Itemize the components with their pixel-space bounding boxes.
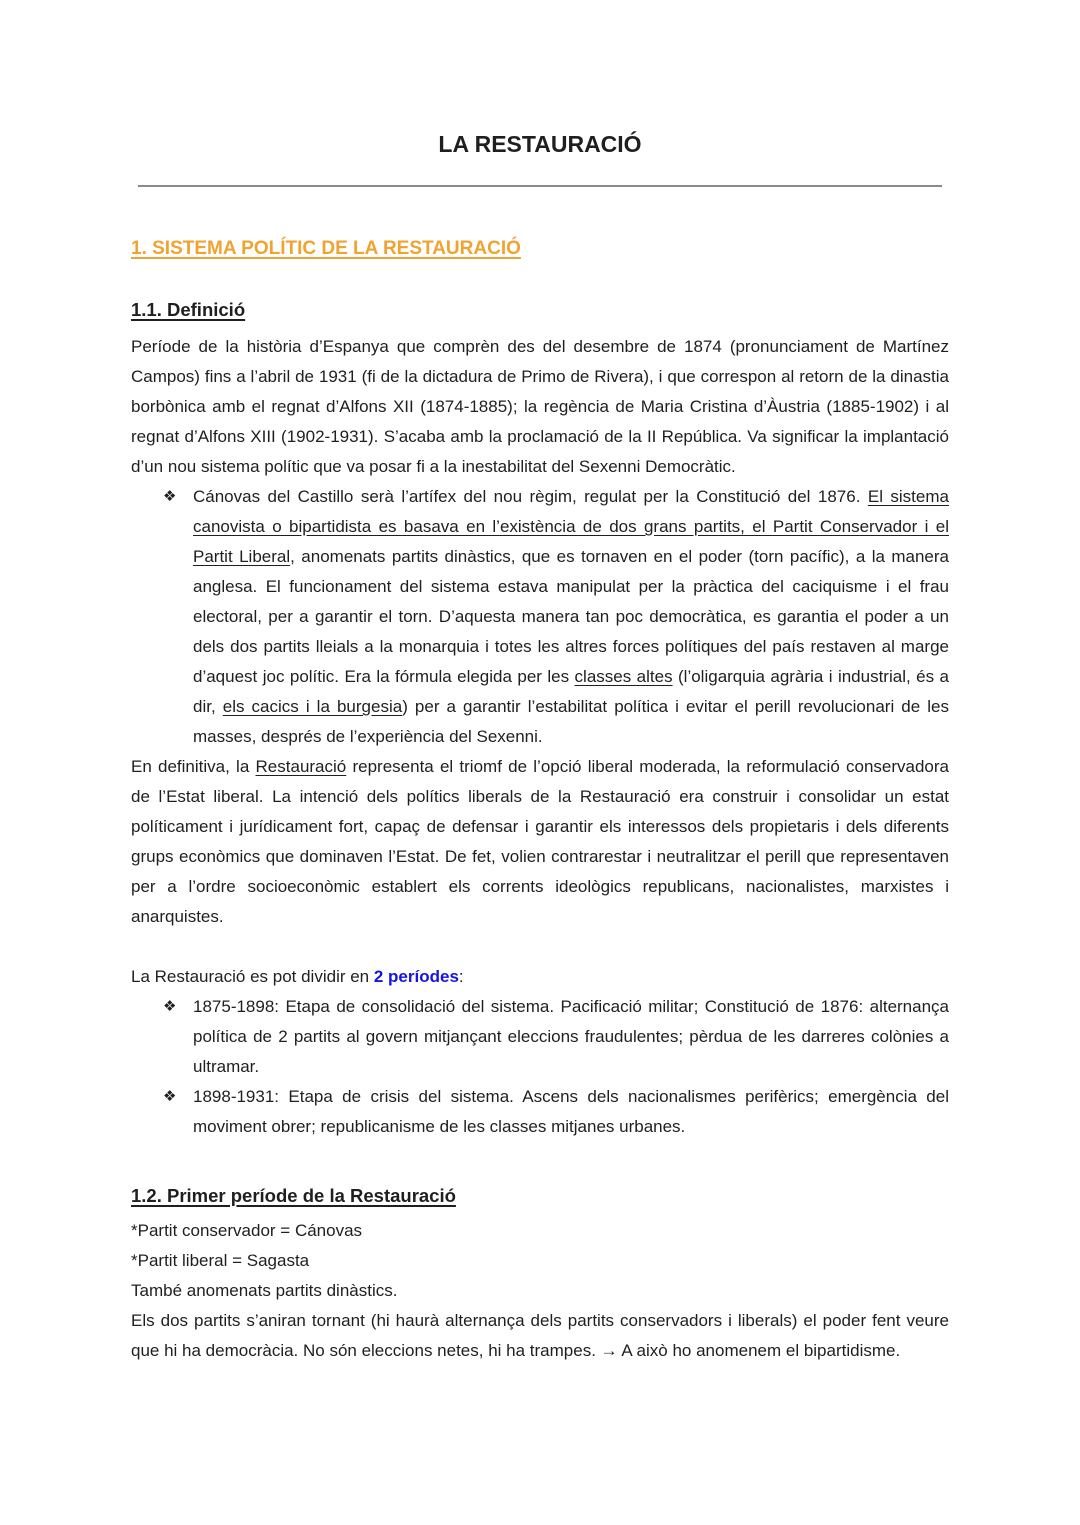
summary-paragraph [131, 752, 949, 932]
underlined-text-segment: El sistema canovista o bipartidista es basava en l’existència de dos grans partits, el Partit Conservador i el Partit Liberal [193, 487, 949, 566]
conservative-party-line: *Partit conservador = Cánovas [131, 1221, 363, 1240]
diamond-bullet-icon: ❖ [163, 998, 177, 1015]
list-item [131, 482, 949, 752]
list-item [131, 1082, 949, 1142]
section-1-2-heading: 1.2. Primer període de la Restauració [131, 1185, 456, 1206]
text-segment: , anomenats partits dinàstics, que es tornaven en el poder (torn pacífic), a la manera anglesa. El funcionament del sistema estava manipulat per la pràctica del caciquisme i el frau electoral, per a garantir el torn. D’aquesta manera tan poc democràtica, es garantia el poder a un dels dos partits lleials a la monarquia i totes les altres forces polítiques del país restaven al marge d’aquest joc polític. Era la fórmula elegida per les [193, 547, 949, 686]
definition-text: Període de la història d’Espanya que comprèn des del desembre de 1874 (pronunciament de Martínez Campos) fins a l’abril de 1931 (fi de la dictadura de Primo de Rivera), i que correspon al retorn de la dinastia borbònica amb el regnat d’Alfons XII (1874-1885); la regència de Maria Cristina d’Àustria (1885-1902) i al regnat d’Alfons XIII (1902-1931). S’acaba amb la proclamació de la II República. Va significar la implantació d’un nou sistema polític que va posar fi a la inestabilitat del Sexenni Democràtic. [131, 337, 949, 476]
periods-bullet-list [131, 992, 949, 1142]
dynastic-parties-line: També anomenats partits dinàstics. [131, 1281, 398, 1300]
period-2-text: 1898-1931: Etapa de crisis del sistema. Ascens dels nacionalismes perifèrics; emergència del moviment obrer; republicanisme de les classes mitjanes urbanes. [193, 1087, 949, 1136]
text-segment: Cánovas del Castillo serà l’artífex del nou règim, regulat per la Constitució del 1876. [193, 487, 868, 506]
page-title: LA RESTAURACIÓ [438, 131, 642, 157]
title-divider [138, 185, 942, 187]
bipartidisme-paragraph: Els dos partits s’aniran tornant (hi haurà alternança dels partits conservadors i liberals) el poder fent veure que hi ha democràcia. No són eleccions netes, hi ha trampes. → A això ho anomenem el bipartidisme. [131, 1311, 949, 1360]
definition-bullet-list [131, 482, 949, 752]
text-segment: La Restauració es pot dividir en [131, 967, 374, 986]
underlined-text-segment: Restauració [255, 757, 347, 776]
list-item [131, 992, 949, 1082]
diamond-bullet-icon: ❖ [163, 1088, 177, 1105]
section-1-1-heading: 1.1. Definició [131, 299, 246, 320]
text-segment: (l’oligarquia agrària i industrial, és a dir, [193, 667, 949, 716]
liberal-party-line: *Partit liberal = Sagasta [131, 1251, 310, 1270]
period-1-text: 1875-1898: Etapa de consolidació del sistema. Pacificació militar; Constitució de 1876: alternança política de 2 partits al govern mitjançant eleccions fraudulentes; pèrdua de les darreres colònies a ultramar. [193, 997, 949, 1076]
underlined-text-segment: classes altes [574, 667, 673, 686]
text-segment: ) per a garantir l’estabilitat política i evitar el perill revolucionari de les masses, després de l’experiència del Sexenni. [193, 697, 949, 746]
definition-paragraph [131, 332, 949, 482]
text-segment: En definitiva, la [131, 757, 256, 776]
diamond-bullet-icon: ❖ [163, 488, 177, 505]
canovas-bullet-text [193, 487, 949, 746]
underlined-text-segment: els cacics i la burgesia [222, 697, 403, 716]
text-segment: representa el triomf de l’opció liberal moderada, la reformulació conservadora de l’Estat liberal. La intenció dels polítics liberals de la Restauració era construir i consolidar un estat políticament i jurídicament fort, capaç de defensar i garantir els interessos dels propietaris i dels diferents grups econòmics que dominaven l’Estat. De fet, volien contrarestar i neutralitzar el perill que representaven per a l’ordre socioeconòmic establert els corrents ideològics republicans, nacionalistes, marxistes i anarquistes. [131, 757, 949, 926]
highlighted-periods-text: 2 períodes [373, 967, 459, 986]
section-1-heading: 1. SISTEMA POLÍTIC DE LA RESTAURACIÓ [131, 238, 521, 259]
text-segment: : [458, 967, 464, 986]
periods-intro-line [131, 962, 949, 992]
